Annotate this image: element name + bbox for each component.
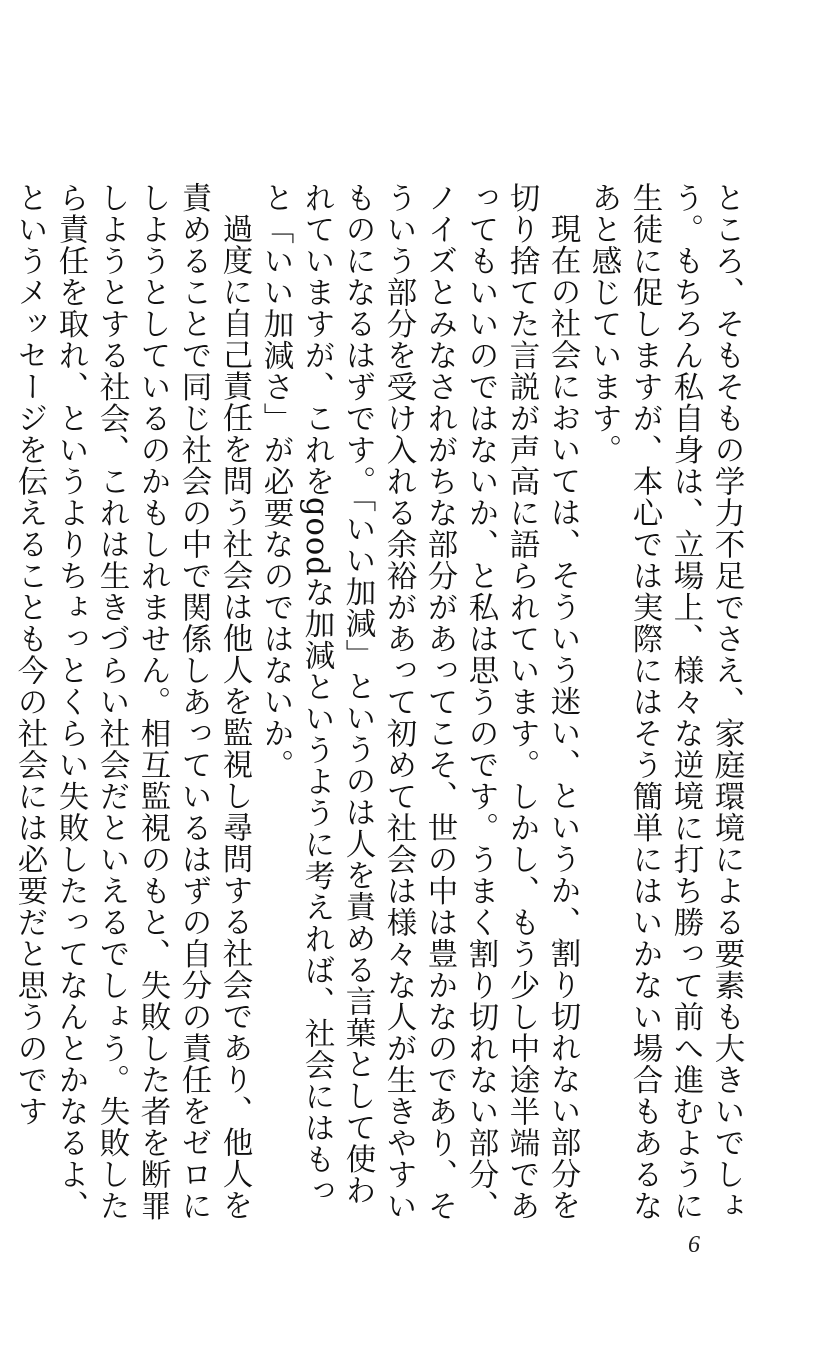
vertical-text-body	[12, 182, 747, 1222]
paragraph-1: ところ、そもそもの学力不足でさえ、家庭環境による要素も大きいでしょう。もちろん私自身は、立場上、様々な逆境に打ち勝って前へ進むように生徒に促しますが、本心では実際にはそう簡単にはいかない場合もあるなあと感じています。	[586, 182, 744, 1222]
paragraph-2: 現在の社会においては、そういう迷い、というか、割り切れない部分を切り捨てた言説が声高に語られています。しかし、もう少し中途半端であってもいいのではないか、と私は思うのです。うまく割り切れない部分、ノイズとみなされがちな部分があってこそ、世の中は豊かなのであり、そういう部分を受け入れる余裕があって初めて社会は様々な人が生きやすいものになるはずです。「いい加減」というのは人を責める言葉として使われていますが、これをgoodな加減というように考えれば、社会にはもっと「いい加減さ」が必要なのではないか。	[258, 182, 580, 1222]
paragraph-3: 過度に自己責任を問う社会は他人を監視し尋問する社会であり、他人を責めることで同じ社会の中で関係しあっているはずの自分の責任をゼロにしようとしているのかもしれません。相互監視のもと、失敗した者を断罪しようとする社会、これは生きづらい社会だといえるでしょう。失敗したら責任を取れ、というよりちょっとくらい失敗したってなんとかなるよ、というメッセージを伝えることも今の社会には必要だと思うのです	[12, 182, 252, 1222]
page-number: 6	[688, 1232, 700, 1258]
